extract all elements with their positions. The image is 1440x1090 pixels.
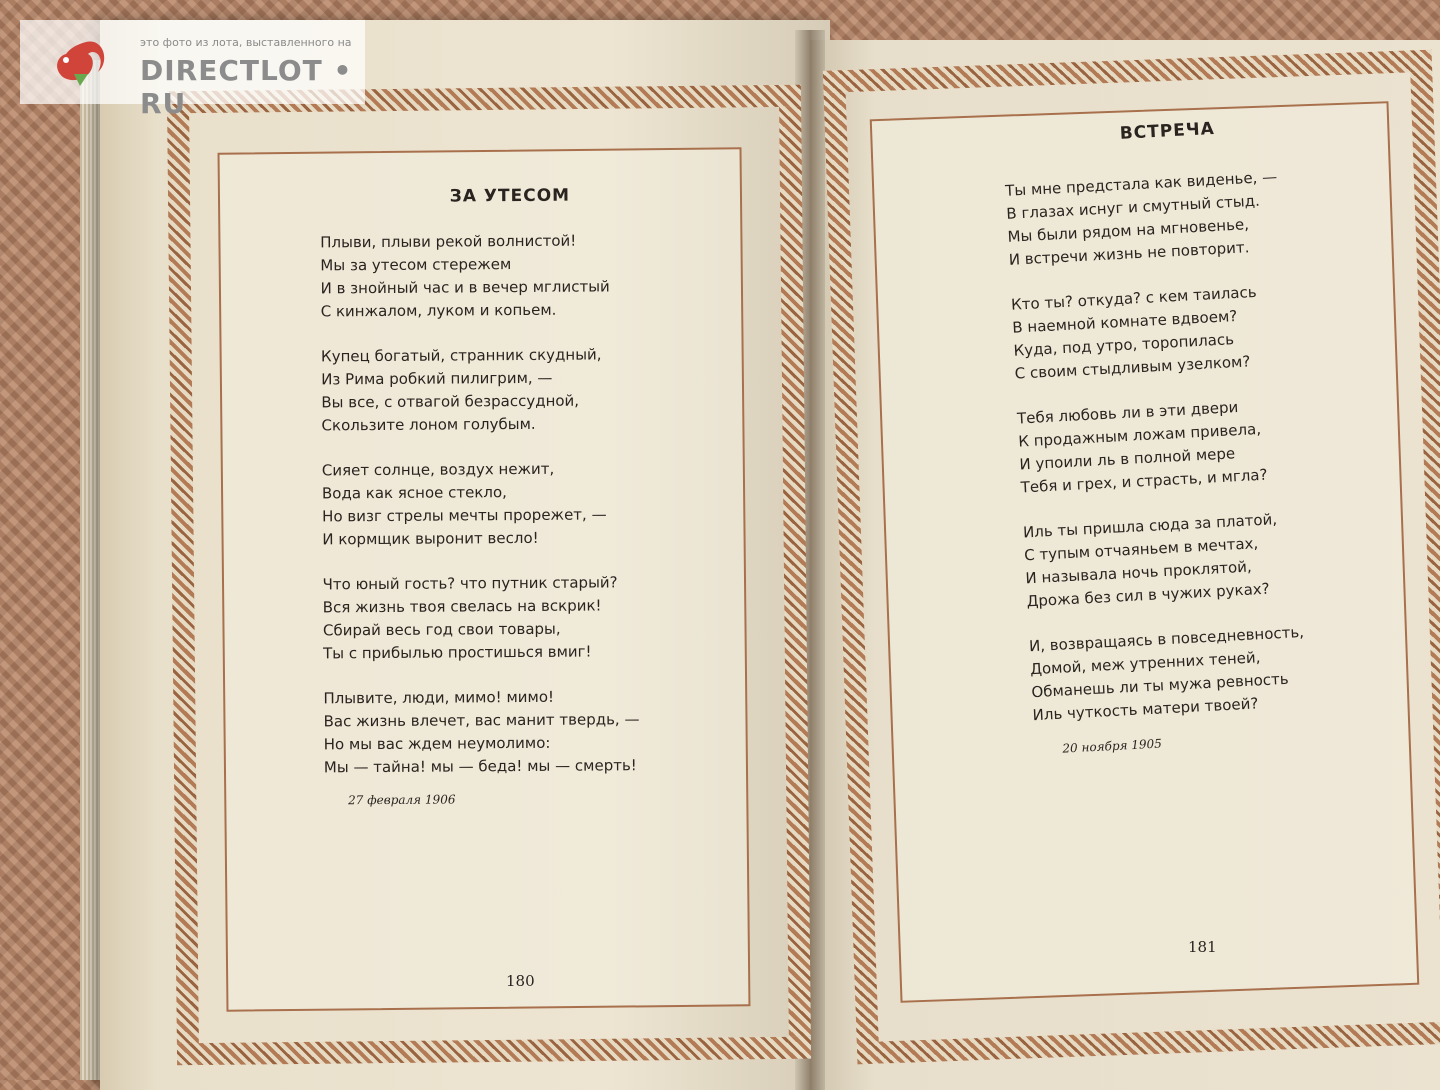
poem-line: Плыви, плыви рекой волнистой!: [320, 231, 577, 252]
page-number: 181: [1188, 938, 1217, 956]
right-stanzas: [1005, 161, 1393, 727]
right-poem: [1002, 111, 1394, 757]
stanza: [1028, 616, 1392, 727]
poem-line: С своим стыдливым узелком?: [1014, 352, 1251, 383]
stanza: [320, 229, 721, 324]
poem-line: Дрожа без сил в чужих руках?: [1026, 579, 1271, 611]
poem-line: Иль ты пришла сюда за платой,: [1022, 510, 1278, 542]
stanza: [321, 343, 722, 438]
poem-line: Мы за утесом стережем: [320, 255, 512, 275]
poem-line: С тупым отчаяньем в мечтах,: [1023, 534, 1259, 565]
poem-line: И встречи жизнь не повторит.: [1008, 238, 1250, 269]
poem-line: Что юный гость? что путник старый?: [322, 573, 618, 594]
poem-line: Кто ты? откуда? с кем таилась: [1010, 282, 1258, 314]
poem-line: Ты с прибылью простишься вмиг!: [323, 642, 592, 663]
watermark-brand: DIRECTLOT • RU: [140, 54, 353, 120]
left-stanzas: [320, 229, 724, 780]
page-number: 180: [506, 972, 535, 990]
poem-line: Плывите, люди, мимо! мимо!: [323, 687, 555, 708]
poem-line: Мы были рядом на мгновенье,: [1007, 215, 1250, 246]
stanza: [323, 571, 724, 666]
poem-line: Вы все, с отвагой безрассудной,: [321, 391, 580, 412]
poem-line: Но мы вас ждем неумолимо:: [323, 733, 551, 754]
poem-line: Вся жизнь твоя свелась на вскрик!: [322, 596, 602, 617]
squirrel-logo-icon: [44, 34, 114, 94]
poem-line: Куда, под утро, торопилась: [1013, 330, 1235, 360]
poem-line: Скользите лоном голубым.: [321, 414, 536, 435]
left-poem: [320, 185, 724, 808]
poem-line: Вас жизнь влечет, вас манит твердь, —: [323, 710, 640, 731]
poem-line: Домой, меж утренних теней,: [1029, 648, 1261, 679]
poem-line: И, возвращаясь в повседневность,: [1028, 622, 1305, 656]
poem-line: В глазах иснуг и смутный стыд.: [1005, 191, 1261, 223]
poem-line: Вода как ясное стекло,: [321, 483, 507, 503]
poem-date: 27 февраля 1906: [348, 792, 456, 808]
stanza: [1005, 161, 1369, 272]
poem-line: И кормщик выронит весло!: [322, 528, 539, 549]
stanza: [1017, 389, 1381, 500]
poem-title: ЗА УТЕСОМ: [449, 185, 571, 207]
poem-line: Но визг стрелы мечты прорежет, —: [322, 505, 607, 526]
poem-line: И в знойный час и в вечер мглистый: [320, 277, 610, 298]
poem-line: Тебя любовь ли в эти двери: [1016, 398, 1239, 428]
poem-line: Мы — тайна! мы — беда! мы — смерть!: [323, 756, 637, 777]
poem-line: И называла ночь проклятой,: [1025, 557, 1253, 588]
poem-line: В наемной комнате вдвоем?: [1011, 306, 1238, 337]
poem-line: Иль чуткость матери твоей?: [1032, 694, 1259, 725]
stanza: [1023, 503, 1387, 614]
poem-date: 20 ноября 1905: [1062, 736, 1163, 756]
poem-line: Сбирай весь год свои товары,: [322, 619, 561, 640]
watermark-caption: это фото из лота, выставленного на: [140, 36, 352, 49]
stanza: [322, 457, 723, 552]
poem-line: Тебя и грех, и страсть, и мгла?: [1020, 465, 1268, 497]
poem-line: С кинжалом, луком и копьем.: [320, 300, 557, 321]
poem-line: Сияет солнце, воздух нежит,: [321, 459, 555, 480]
poem-line: И упоили ль в полной мере: [1019, 444, 1236, 474]
watermark: [20, 20, 365, 120]
poem-line: К продажным ложам привела,: [1017, 419, 1262, 451]
poem-line: Из Рима робкий пилигрим, —: [321, 368, 553, 389]
poem-title: ВСТРЕЧА: [1119, 118, 1216, 144]
stanza: [1011, 275, 1375, 386]
poem-line: Ты мне предстала как виденье, —: [1004, 167, 1278, 200]
stanza: [323, 685, 724, 780]
poem-line: Купец богатый, странник скудный,: [320, 345, 602, 366]
poem-line: Обманешь ли ты мужа ревность: [1030, 669, 1290, 702]
